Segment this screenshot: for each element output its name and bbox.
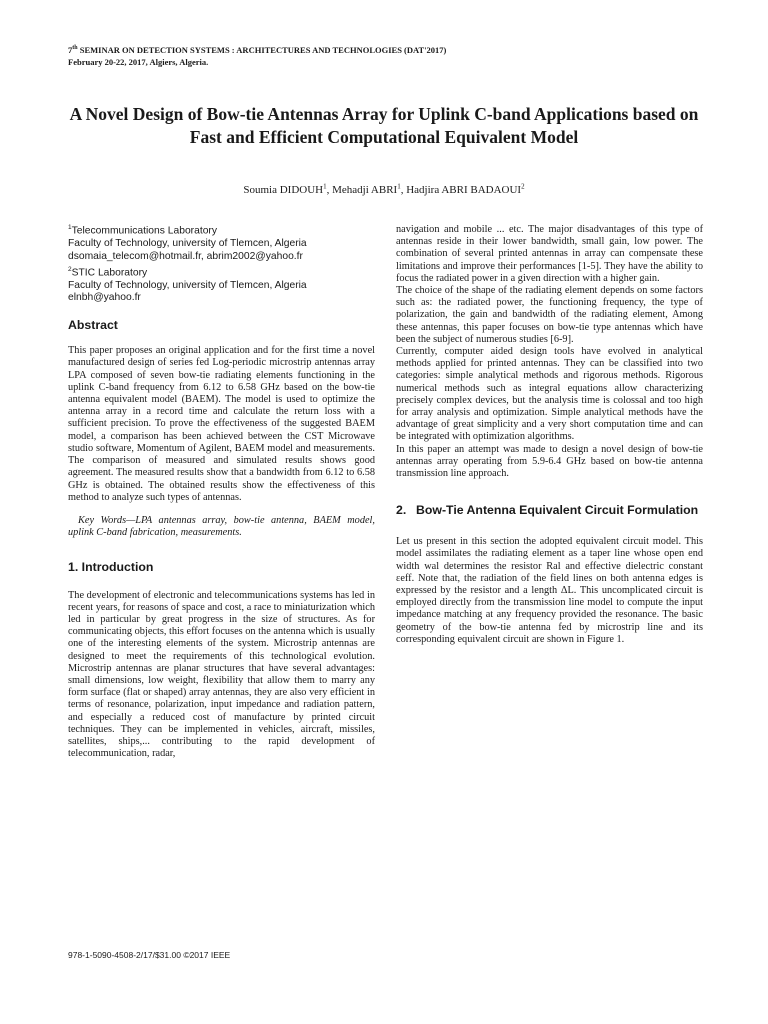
section-2-heading [396,502,703,518]
keywords: Key Words—LPA antennas array, bow-tie antenna, BAEM model, uplink C-band fabrication, measurements. [68,514,375,539]
section-number: 2. [396,503,407,518]
section-title: Bow-Tie Antenna Equivalent Circuit Formulation [416,503,699,518]
conference-name: 7th SEMINAR ON DETECTION SYSTEMS : ARCHITECTURES AND TECHNOLOGIES (DAT'2017) [68,44,447,55]
abstract-text: This paper proposes an original application and for the first time a novel manufactured design of series fed Log-periodic microstrip antennas array LPA composed of seven bow-tie radiating elements functioning in the uplink C-band frequency from 6.12 to 6.58 GHz based on the bow-tie antenna equivalent model (BAEM). The model is used to optimize the antenna array in a record time and calculate the return loss with a sufficient precision. To prove the effectiveness of the suggested BAEM model, a comparison has been achieved between the CST Microwave studio software, Momentum of Agilent, BAEM model and measurements. The comparison of measured and simulated results shows good agreement. The measured results show that a bandwidth from 6.12 to 6.58 GHz is obtained. The obtained results show the effectiveness of this method to analyze such types of antennas. [68,345,375,503]
paper-title: A Novel Design of Bow-tie Antennas Array for Uplink C-band Applications based on Fast and Efficient Computational Equivalent Model [69,104,699,147]
right-column [396,224,703,646]
conference-date: February 20-22, 2017, Algiers, Algeria. [68,56,209,67]
author: Soumia DIDOUH$^1$, [243,182,333,196]
conference-header [68,42,708,68]
introduction-heading: 1. Introduction [68,560,154,575]
affiliation-faculty-2: Faculty of Technology, university of Tlemcen, Algeria [68,279,307,291]
left-column [68,222,375,760]
abstract-heading: Abstract [68,318,118,333]
section-2-paragraph: Let us present in this section the adopted equivalent circuit model. This model assimilates the radiating element as a taper line whose open end width wal determines the resistor Ral and effective dielectric constant εeff. Note that, the radiation of the field lines on both antenna edges is expressed by the resistor and a length ΔL. This uncomplicated circuit is employed directly from the transmission line model to compute the input impedance matching at any frequency provided the resonance. The basic geometry of the bow-tie antenna fed by microstrip line and its corresponding equivalent circuit are shown in Figure 1. [396,536,703,645]
author: Mehadji ABRI$^1$, [332,182,407,196]
affiliation-faculty-1: Faculty of Technology, university of Tlemcen, Algeria [68,238,307,250]
affiliation-email-1: dsomaia_telecom@hotmail.fr, abrim2002@yahoo.fr [68,250,303,262]
author: Hadjira ABRI BADAOUI$^2$ [406,182,525,196]
affiliation-lab-2: $^2$STIC Laboratory [68,265,148,278]
affiliations [68,222,375,305]
introduction-paragraph-1: The development of electronic and telecommunications systems has led in recent years, for reasons of space and cost, a race to miniaturization which led in particular by great progress in the size of structures. As for communicating objects, this effort focuses on the antenna which is usually one of the interesting elements of the system. Microstrip antennas are designed to meet the requirements of this technological evolution. Microstrip antennas are planar structures that have several advantages: small dimensions, low weight, flexibility that allow them to marry any form surface (flat or shaped) array antennas, they are also very efficient in terms of resonance, polarization, input impedance and radiation pattern, and especially a reduced cost of manufacture by printed circuit techniques. They can be implemented in vehicles, aircraft, missiles, satellites, ships,... contributing to the rapid development of telecommunication, radar, [68,589,375,760]
introduction-paragraph-3: Currently, computer aided design tools have evolved in analytical methods applied for printed antennas. They can be classified into two categories: simple analytical methods and rigorous methods. Rigorous numerical methods such as integral equations allow characterizing precisely complex devices, but the analysis time is colossal and too high for array analysis and optimization. Simple analytical methods have the advantage of great simplicity and a very short computation time and can be integrated with optimization algorithms. [396,346,703,443]
introduction-paragraph-2: The choice of the shape of the radiating element depends on some factors such as: the radiated power, the functioning frequency, the type of polarization, the gain and bandwidth of the radiating element, Among these antennas, this paper focuses on bow-tie type antennas which have been the subject of numerous studies [6-9]. [396,285,703,345]
copyright-footer: 978-1-5090-4508-2/17/$31.00 ©2017 IEEE [68,950,231,960]
author-list [60,182,708,196]
introduction-paragraph-4: In this paper an attempt was made to design a novel design of bow-tie antennas array operating from 5.9-6.4 GHz based on bow-tie antenna transmission line approach. [396,443,703,480]
affiliation-lab-1: $^1$Telecommunications Laboratory [68,224,217,237]
affiliation-email-2: elnbh@yahoo.fr [68,292,141,304]
introduction-paragraph-1-continued: navigation and mobile ... etc. The major disadvantages of this type of antennas reside in their lower bandwidth, small gain, low power. The combination of several printed antennas in array can compensate these limitations and improve their performances [1-5]. They have the ability to focus the radiated power in a given direction with a higher gain. [396,224,703,284]
